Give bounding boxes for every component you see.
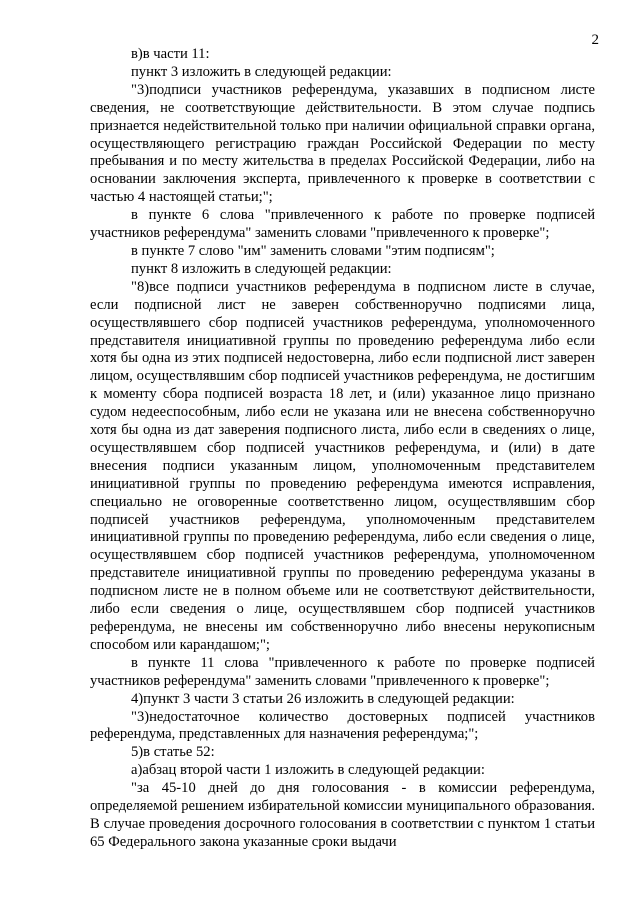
paragraph: "3)недостаточное количество достоверных подписей участников референдума, представленных для назначения референдума;"; bbox=[90, 708, 595, 743]
paragraph: в пункте 6 слова "привлеченного к работе по проверке подписей участников референдума" заменить словами "привлеченного к проверке"; bbox=[90, 207, 595, 242]
paragraph: 5)в статье 52: bbox=[131, 744, 215, 761]
paragraph: в)в части 11: bbox=[131, 46, 210, 62]
paragraph: "за 45-10 дней до дня голосования - в комиссии референдума, определяемой решением избирательной комиссии муниципального образования. В случае проведения досрочного голосования в соответствии с пунктом 1 статьи 65 Федерального закона указанные сроки выдачи bbox=[90, 780, 595, 850]
page-number: 2 bbox=[591, 32, 599, 48]
document-body bbox=[90, 46, 595, 852]
paragraph: пункт 3 изложить в следующей редакции: bbox=[131, 63, 392, 80]
paragraph: в пункте 7 слово "им" заменить словами "этим подписям"; bbox=[131, 242, 495, 259]
paragraph: в пункте 11 слова "привлеченного к работе по проверке подписей участников референдума" заменить словами "привлеченного к проверке"; bbox=[90, 654, 595, 689]
paragraph: 4)пункт 3 части 3 статьи 26 изложить в следующей редакции: bbox=[131, 690, 515, 707]
paragraph: "3)подписи участников референдума, указавших в подписном листе сведения, не соответствующие действительности. В этом случае подпись признается недействительной только при наличии официальной справки органа, осуществляющего регистрацию граждан Российской Федерации по месту пребывания и по месту жительства в пределах Российской Федерации, либо на основании заключения эксперта, привлеченного к проверке в соответствии с частью 4 настоящей статьи;"; bbox=[90, 81, 595, 206]
paragraph: а)абзац второй части 1 изложить в следующей редакции: bbox=[131, 762, 485, 779]
paragraph: "8)все подписи участников референдума в подписном листе в случае, если подписной лист не заверен собственноручно подписями лица, осуществлявшего сбор подписей участников референдума, уполномоченного представителя инициативной группы по проведению референдума либо если хотя бы одна из этих подписей недостоверна, либо если подписной лист заверен лицом, осуществлявшим сбор подписей участников референдума, не достигшим к моменту сбора подписей возраста 18 лет, и (или) указанное лицо признано судом недееспособным, либо если не указана или не внесена собственноручно хотя бы одна из дат заверения подписного листа, либо если в сведениях о лице, осуществлявшем сбор подписей участников референдума, и (или) в дате внесения подписи указанным лицом, уполномоченным представителем инициативной группы по проведению референдума имеются исправления, специально не оговоренные соответственно лицом, осуществлявшим сбор подписей участников референдума, уполномоченным представителем инициативной группы по проведению референдума, либо если сведения о лице, осуществлявшем сбор подписей участников референдума, уполномоченном представителе инициативной группы по проведению референдума указаны в подписном листе не в полном объеме или не соответствуют действительности, либо если сведения о лице, осуществлявшем сбор подписей участников референдума, не внесены им собственноручно либо внесены нерукописным способом или карандашом;"; bbox=[90, 278, 595, 653]
paragraph: пункт 8 изложить в следующей редакции: bbox=[131, 260, 392, 277]
